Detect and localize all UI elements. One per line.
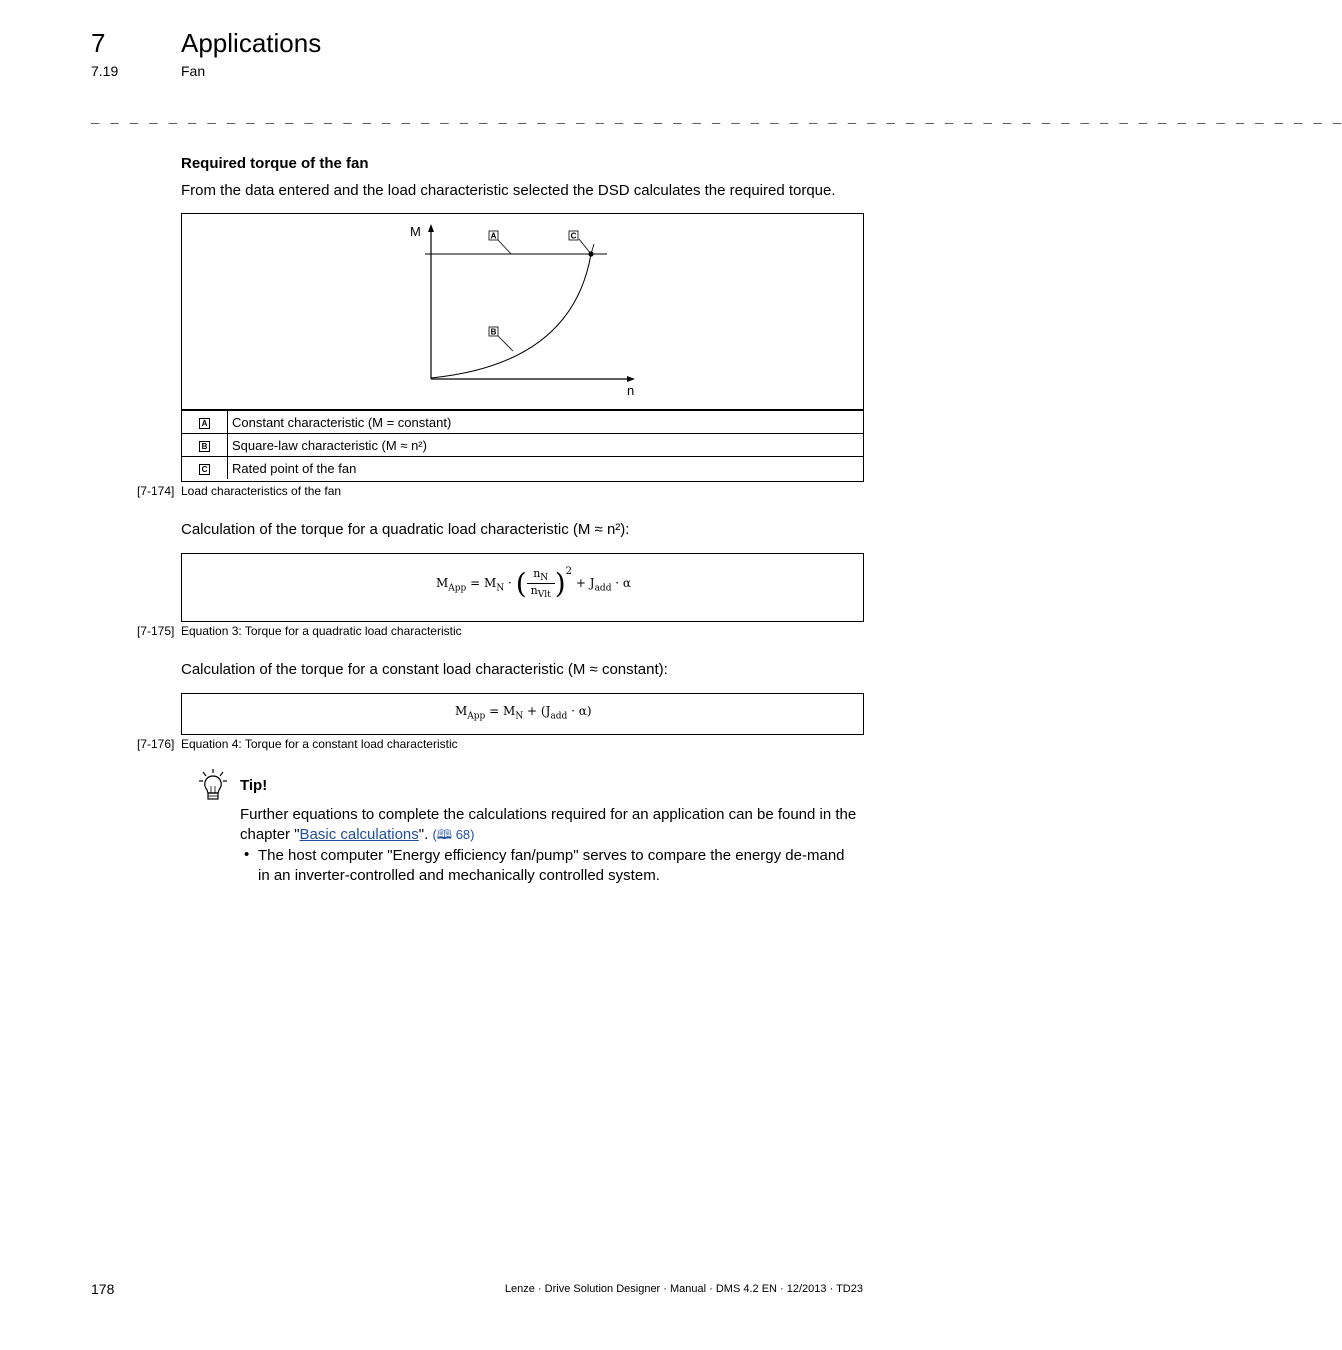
axis-label-n: n [627,383,635,398]
caption-text: Load characteristics of the fan [181,484,342,498]
page-reference-link[interactable]: (🕮 68) [432,827,475,842]
subheading: Required torque of the fan [181,155,369,172]
marker-a: A [490,231,497,241]
figure-legend [182,409,863,479]
legend-key: C [199,464,210,475]
legend-text: Rated point of the fan [228,457,864,480]
equation3-formula: $M_{App} = M_N$ · ( $\frac{n_N}{n_{Vlt}}$ )$^2 + J_{add} \cdot \alpha$ [436,566,632,601]
legend-row [182,434,863,457]
basic-calculations-link[interactable]: Basic calculations [299,826,419,843]
legend-row [182,410,863,434]
ratio-fraction: $\frac{n_N}{n_{Vlt}}$ [527,567,555,600]
section-number: 7.19 [91,63,119,79]
intro-paragraph: From the data entered and the load characteristic selected the DSD calculates the required torque. [181,182,836,199]
x-axis-arrow [627,376,635,382]
tip-label: Tip! [240,777,268,794]
chapter-title: Applications [181,28,322,58]
equation4-intro: Calculation of the torque for a constant load characteristic (M ≈ constant): [181,661,668,678]
caption-text: Equation 4: Torque for a constant load characteristic [181,737,458,751]
footer-doc-info: Lenze · Drive Solution Designer · Manual · DMS 4.2 EN · 12/2013 · TD23 [504,1283,863,1295]
lightbulb-icon [198,768,228,802]
equation3-intro: Calculation of the torque for a quadratic load characteristic (M ≈ n²): [181,521,630,538]
caption-number: [7-176] [137,737,175,751]
tip-paragraph: Further equations to complete the calculations required for an application can be found in the chapter "Basic calculations". (🕮 68) [240,806,857,843]
legend-row [182,457,863,480]
equation4-formula: $M_{App} = M_N + (J_{add} \cdot \alpha)$ [455,704,592,722]
caption-number: [7-175] [137,624,175,638]
legend-key: B [199,441,210,452]
load-characteristics-figure [181,213,864,482]
leader-b [498,336,513,351]
marker-c: C [570,231,577,241]
leader-a [498,240,511,254]
axis-label-m: M [410,224,421,239]
equation4-box [181,693,864,735]
legend-text: Square-law characteristic (M ≈ n²) [228,434,864,457]
page-number: 178 [91,1281,115,1297]
chapter-number: 7 [91,28,106,58]
equation3-caption [137,624,462,638]
leader-c [579,239,591,254]
marker-b: B [490,327,497,337]
bullet-marker: • [244,846,250,863]
tip-bullet-text: The host computer "Energy efficiency fan/pump" serves to compare the energy de-mand in an inverter-controlled and mechanically controlled system. [258,847,845,884]
caption-number: [7-174] [137,484,175,498]
section-title: Fan [181,63,206,79]
legend-text: Constant characteristic (M = constant) [228,410,864,434]
equation4-caption [137,737,458,751]
figure-caption [137,484,341,498]
caption-text: Equation 3: Torque for a quadratic load characteristic [181,624,462,638]
legend-key: A [199,418,210,429]
equation3-box [181,553,864,622]
load-characteristics-diagram [182,214,863,409]
y-axis-arrow [428,224,434,232]
header-dashed-rule: _ _ _ _ _ _ _ _ _ _ _ _ _ _ _ _ _ _ _ _ _ _ _ _ _ _ _ _ _ _ _ _ _ _ _ _ _ _ _ _ _ _ _ _ _ _ _ _ _ _ _ _ _ _ _ _ _ _ _ _ _ _ _ _ _ [91,111,1342,127]
square-law-curve [431,254,591,378]
